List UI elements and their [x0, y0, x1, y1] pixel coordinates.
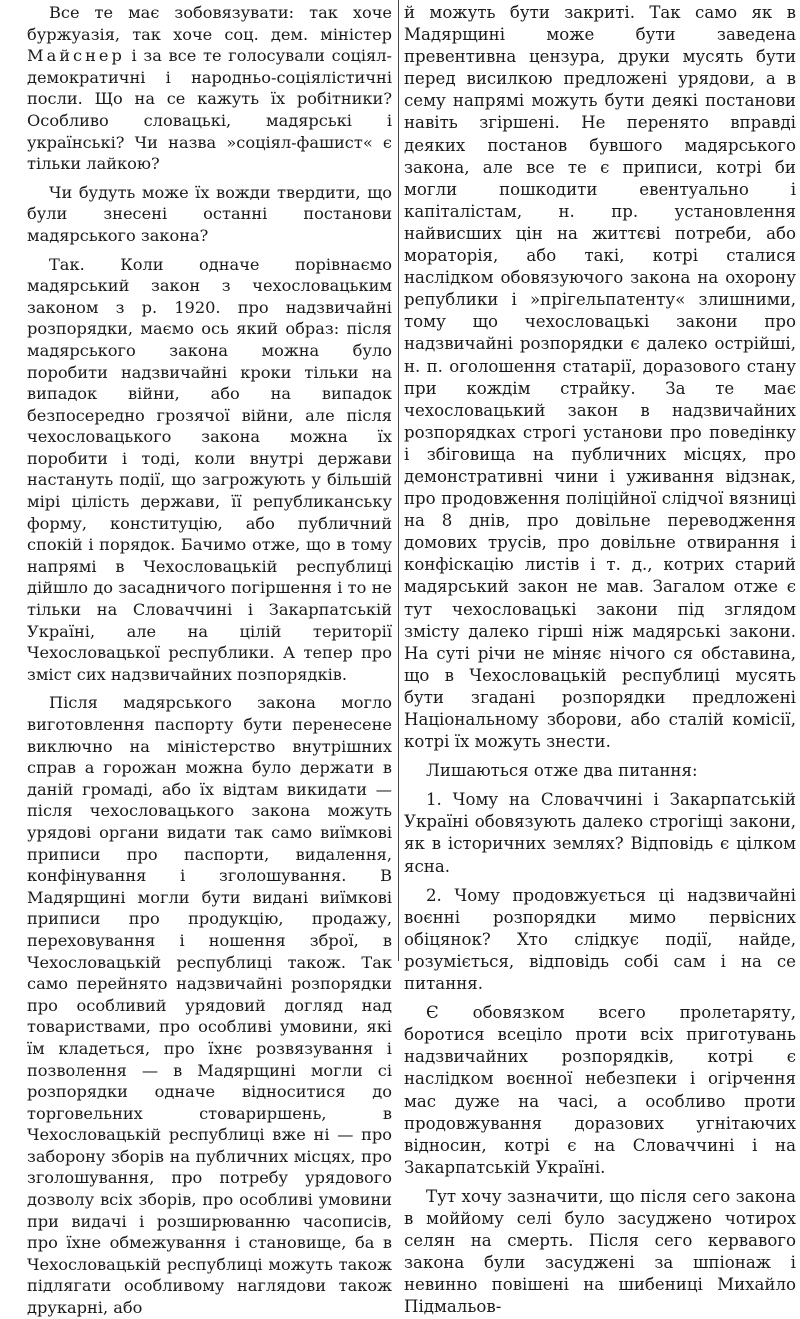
paragraph-text: Лишаються отже два питання:	[426, 761, 698, 781]
paragraph-text: Все те має зобовязувати: так хоче буржуазія, так хоче соц. дем. міністер	[27, 3, 392, 44]
paragraph-p5	[404, 2, 796, 753]
paragraph-text: Так. Коли одначе порівнаємо мадярський закон з чехословацьким законом з р. 1920. про надзвичайні розпорядки, маємо ось який образ: після мадярського закона можна було поробити надзвичайні кроки тільки на випадок війни, або на випадок безпосередно грозячої війни, але після чехословацького закона можна їх поробити і тоді, коли внутрі держави настануть події, що загрожують у більшій мірі цілість держави, її републиканську форму, конституцію, або публичний спокій і порядок. Бачимо отже, що в тому напрямі в Чехословацькій республиці дійшло до засадничого погіршення і то не тільки на Словаччині і Закарпатській Україні, але на цілій території Чехословацької республики. А тепер про зміст сих надзвичайних позпорядків.	[27, 254, 392, 684]
paragraph-p7	[404, 789, 796, 877]
paragraph-p9	[404, 1002, 796, 1179]
paragraph-text: 1. Чому на Словаччині і Закарпатській Україні обовязують далеко строгіщі закони, як в історичних землях? Відповідь є цілком ясна.	[404, 790, 796, 876]
paragraph-text: 2. Чому продовжується ці надзвичайні воєнні розпорядки мимо первісних обіцянок? Хто слідкує події, найде, розуміється, відповідь собі сам і на се питання.	[404, 885, 796, 994]
paragraph-p8	[404, 885, 796, 995]
left-column	[27, 2, 392, 1318]
paragraph-text: Після мадярського закона могло виготовлення паспорту бути перенесене виключно на міністерство внутрішних справ а горожан можна було держати в даній громаді, або їх відтам викидати — після чехословацького закона можуть урядові органи видати так само виїмкові приписи про паспорти, видалення, конфінування і зголошування. В Мадярщині могли бути видані виїмкові приписи про продукцію, продажу, переховування і ношення зброї, в Чехословацькій республиці також. Так само перейнято надзвичайні розпорядки про особливий урядовий догляд над товариствами, про особливі умовини, які їм кладеться, про їхнє розвязування і позволення — в Мадярщині могли сі розпорядки одначе відноситися до торговельних стовариршень, в Чехословацькій республиці вже ні — про заборону зборів на публичних місцях, про зголошування, про потребу урядового дозволу всіх зборів, про особливі умовини при видачі і розширюванню часописів, про їхне обмежування і становище, ба в Чехословацькій республиці можуть також підлягати особливому наглядови також друкарні, або	[27, 693, 392, 1318]
paragraph-p6	[404, 760, 796, 782]
paragraph-p2	[27, 182, 392, 247]
paragraph-text: і за все те голосували соціял-демократичні і народньо-соціялістичні посли. Що на се кажуть їх робітники? Особливо словацькі, мадярські і українські? Чи назва »соціял-фашист« є тільки лайкою?	[27, 46, 392, 174]
column-divider	[398, 0, 399, 961]
paragraph-p3	[27, 254, 392, 686]
paragraph-p4	[27, 692, 392, 1318]
spaced-name: Майснер	[27, 46, 125, 66]
right-column	[404, 2, 796, 1317]
paragraph-text: й можуть бути закриті. Так само як в Мадярщині може бути заведена превентивна цензура, друки мусять бути перед висилкою предложені урядови, а в сему напрямі можуть бути деякі постанови навіть згіршені. Не перенято вправді деяких постанов бувшого мадярського закона, але все те є приписи, котрі би могли пошкодити евентуально і капіталістам, н. пр. установлення найвисших цін на життєві потреби, або мораторія, або такі, котрі сталися наслідком обовязуючого закона на охорону републики і »прігельпатенту« злишними, тому що чехословацькі закони про надзвичайні розпорядки є далеко острійші, н. п. оголошення статарії, доразового стану при кождім страйку. За те має чехословацький закон в надзвичайних розпорядках строгі установи про поведінку і збіговища на публичних місцях, про демонстративні чини і уживання відзнак, про продовження поліційної слідчої вязниці на 8 днів, про довільне переводження домових трусів, про довільне отвирання і конфіскацію листів і т. д., котрих старий мадярський закон не мав. Загалом отже є тут чехословацькі закони під зглядом змісту далеко гірші ніж мадярські закони. На суті річи не міняє нічого ся обставина, що в Чехословацькій республиці мусять бути згадані розпорядки предложені Національному зборови, або сталій комісії, котрі їх можуть знести.	[404, 3, 796, 752]
paragraph-text: Чи будуть може їх вожди твердити, що були знесені останні постанови мадярського закона?	[27, 182, 392, 245]
paragraph-p10	[404, 1186, 796, 1319]
paragraph-text: Тут хочу зазначити, що після сего закона в моййому селі було засуджено чотирох селян на смерть. Після сего кервавого закона були засуджені за шпіонаж і невинно повішені на шибениці Михайло Підмальов-	[404, 1186, 796, 1317]
paragraph-p1	[27, 2, 392, 175]
paragraph-text: Є обовязком всего пролетаряту, боротися всеціло проти всіх приготувань надзвичайних розпорядків, котрі є наслідком воєнної небезпеки і огірчення мас дуже на часі, а особливо проти продовжування доразових угнітаючих відносин, котрі є на Словаччині і на Закарпатській Україні.	[404, 1003, 796, 1177]
